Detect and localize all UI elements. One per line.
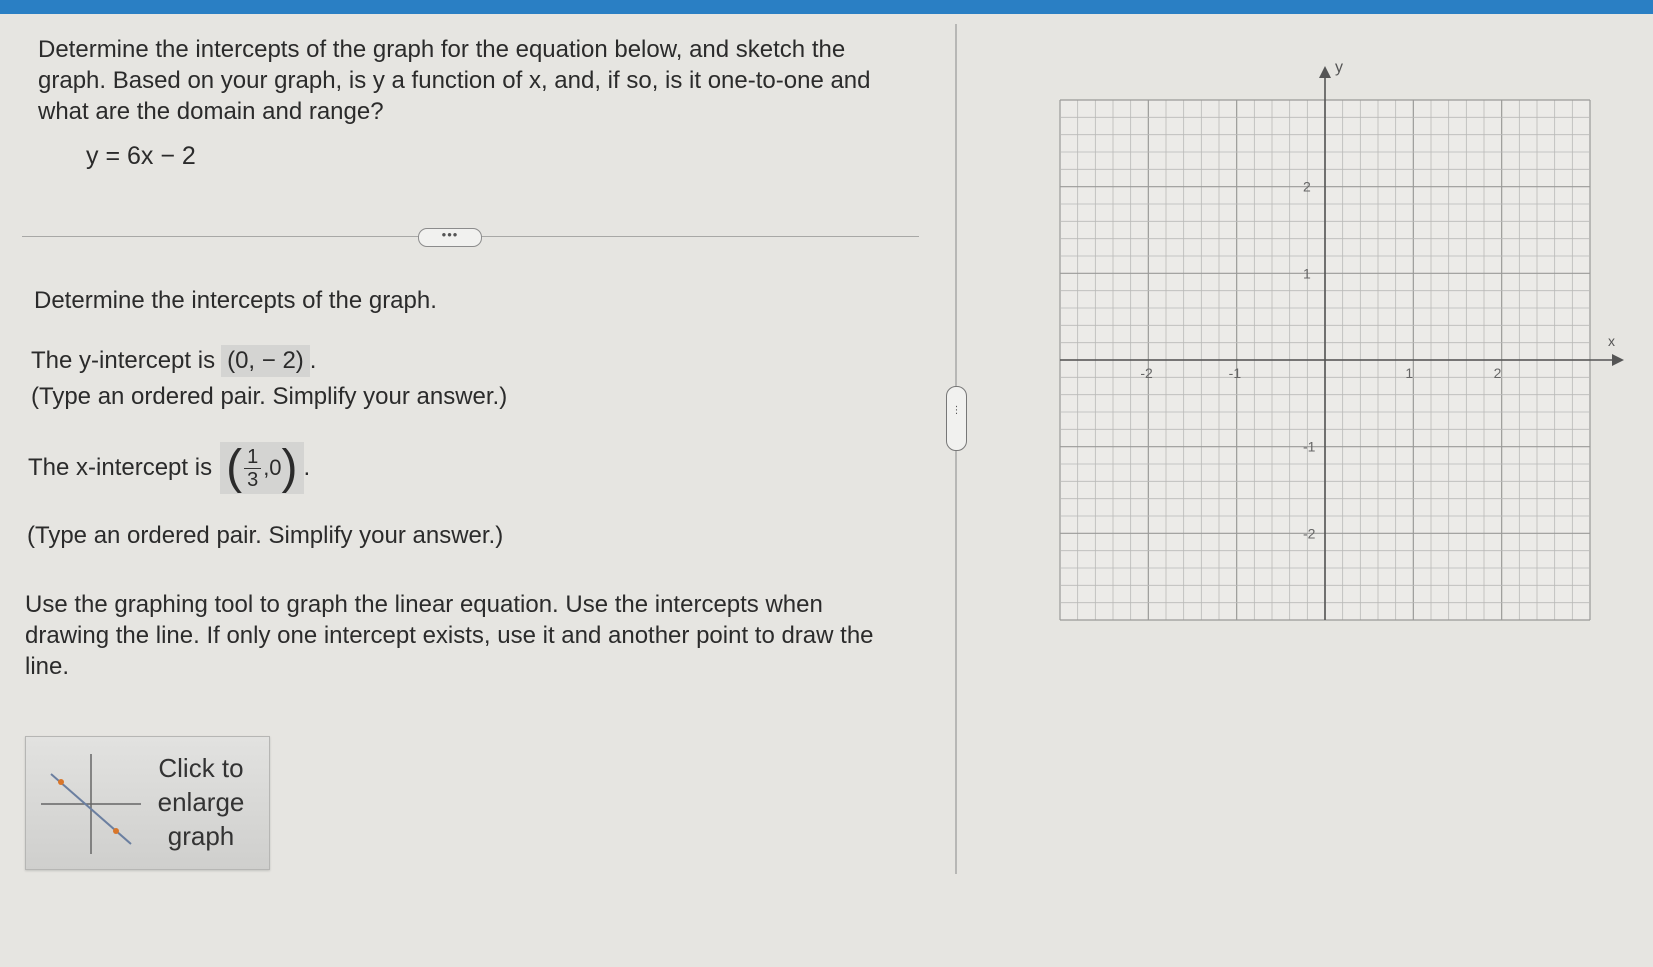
- enlarge-graph-label: Click to enlarge graph: [157, 753, 245, 851]
- y-tick-label: 1: [1303, 265, 1311, 282]
- x-tick-label: -1: [1228, 365, 1242, 381]
- top-bar: [0, 0, 1653, 14]
- fraction-denominator: 3: [247, 468, 259, 491]
- x-axis-label: x: [1608, 333, 1615, 349]
- y-intercept-period: .: [309, 347, 317, 374]
- y-tick-label: -1: [1303, 438, 1316, 455]
- pane-resize-handle[interactable]: [946, 386, 967, 451]
- drag-dots-icon: ⋮: [951, 405, 962, 416]
- x-axis-arrow-icon: [1612, 354, 1624, 366]
- x-intercept-y-value: ,0: [263, 455, 282, 480]
- y-axis-arrow-icon: [1319, 66, 1331, 78]
- x-intercept-hint: (Type an ordered pair. Simplify your answer.): [27, 522, 504, 549]
- equation: y = 6x − 2: [86, 142, 196, 170]
- question-pane: [0, 14, 955, 967]
- open-paren: (: [226, 441, 243, 494]
- y-intercept-hint: (Type an ordered pair. Simplify your answer.): [31, 383, 508, 410]
- graph-thumbnail-icon: [36, 749, 146, 859]
- y-axis-label: y: [1335, 59, 1343, 76]
- y-tick-label: -2: [1303, 525, 1316, 542]
- x-tick-label: 1: [1405, 365, 1414, 381]
- more-button[interactable]: •••: [418, 228, 482, 247]
- graphing-area[interactable]: [1040, 50, 1640, 650]
- x-tick-label: -2: [1140, 365, 1153, 381]
- step-title: Determine the intercepts of the graph.: [34, 287, 437, 314]
- x-intercept-label: The x-intercept is: [28, 454, 213, 481]
- x-intercept-period: .: [303, 454, 311, 481]
- y-intercept-label: The y-intercept is: [31, 347, 216, 374]
- y-intercept-row: [31, 345, 316, 377]
- question-text: Determine the intercepts of the graph for the equation below, and sketch the graph. Based on your graph, is y a function of x, and, if so, is it one-to-one and what are the domain and range?: [38, 36, 871, 125]
- close-paren: ): [281, 441, 298, 494]
- x-intercept-answer[interactable]: [220, 442, 303, 494]
- enlarge-graph-button[interactable]: [25, 736, 270, 870]
- fraction: [244, 446, 261, 491]
- x-tick-label: 2: [1493, 365, 1502, 381]
- y-tick-label: 2: [1303, 178, 1311, 195]
- y-intercept-answer[interactable]: (0, − 2): [221, 345, 310, 377]
- fraction-numerator: 1: [244, 446, 261, 469]
- x-intercept-row: [28, 442, 310, 494]
- graph-instructions: Use the graphing tool to graph the linear equation. Use the intercepts when drawing the line. If only one intercept exists, use it and another point to draw the line.: [25, 591, 874, 680]
